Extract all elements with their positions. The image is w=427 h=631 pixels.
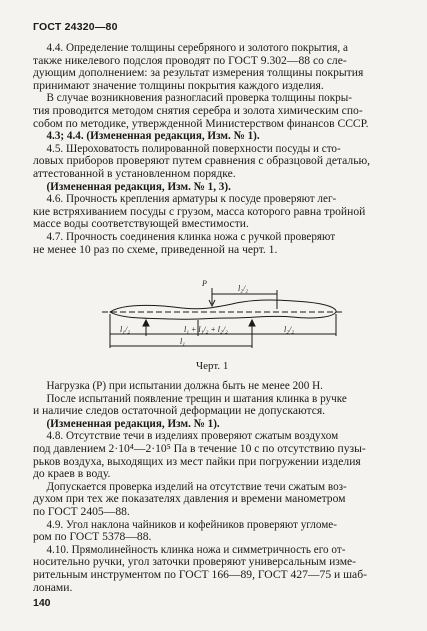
amendment-note: (Измененная редакция, Изм. № 1).	[46, 416, 220, 430]
text-line: ловых приборов проверяют путем сравнения с образцовой деталью,	[33, 154, 371, 168]
text-line: 4.9. Угол наклона чайников и кофейников проверяют угломе-	[46, 517, 337, 531]
text-line: массе воды соответствующей вместимости.	[33, 217, 249, 231]
label-mid: l₁ + l₁/₂ + l₂/₂	[184, 325, 228, 334]
label-top: l₂/₂	[238, 284, 249, 293]
text-line: собом по методике, утвержденной Министерством финансов СССР.	[33, 116, 369, 130]
text-line: Нагрузка (P) при испытании должна быть не менее 200 Н.	[46, 379, 323, 392]
text-line: После испытаний появление трещин и шатания клинка в ручке	[46, 391, 347, 405]
page-number: 140	[33, 597, 51, 609]
text-line: рьков воздуха, выходящих из мест пайки при погружении изделия	[33, 454, 361, 468]
support-left	[143, 320, 149, 326]
amendment-note: 4.3; 4.4. (Измененная редакция, Изм. № 1).	[46, 129, 260, 143]
text-line: ром по ГОСТ 5378—88.	[33, 530, 152, 544]
support-right	[249, 320, 255, 326]
knife-outline	[110, 300, 336, 319]
text-line: тия проводится методом снятия серебра и золота химическим спо-	[33, 103, 363, 117]
text-line: В случае возникновения разногласий проверка толщины покры-	[46, 91, 352, 105]
figure-caption: Черт. 1	[196, 360, 229, 372]
text-line: лонами.	[33, 580, 73, 594]
text-line: дующим дополнением: за результат измерения толщины покрытия	[33, 66, 364, 80]
text-line: кие встряхиванием посуды с грузом, масса которого равна тройной	[33, 204, 366, 218]
text-line: 4.7. Прочность соединения клинка ножа с ручкой проверяют	[46, 229, 336, 243]
label-l2-2: l₂/₂	[284, 325, 295, 334]
text-line: под давлением 2·10⁴—2·10⁵ Па в течение 10 с по отсутствию пузы-	[33, 441, 366, 455]
text-block-lower	[33, 380, 398, 594]
text-line: принимают значение толщины покрытия каждого изделия.	[33, 78, 324, 92]
standard-header: ГОСТ 24320—80	[33, 21, 118, 33]
label-l1: l₁	[180, 337, 186, 346]
text-line: Допускается проверка изделий на отсутствие течи сжатым воз-	[46, 479, 347, 493]
text-line: 4.6. Прочность крепления арматуры к посуде проверяют лег-	[46, 192, 337, 206]
text-line: рительным инструментом по ГОСТ 166—89, ГОСТ 427—75 и шаб-	[33, 567, 367, 581]
text-line: 4.8. Отсутствие течи в изделиях проверяют сжатым воздухом	[46, 429, 339, 443]
text-line: до краев в воду.	[33, 467, 111, 481]
text-line: 4.4. Определение толщины серебряного и золотого покрытия, а	[46, 41, 348, 54]
text-line: аттестованной в установленном порядке.	[33, 166, 236, 180]
text-line: также никелевого подслоя проводят по ГОСТ 9.302—88 со сле-	[33, 53, 347, 67]
text-line: и наличие следов остаточной деформации не допускаются.	[33, 404, 326, 418]
text-line: 4.5. Шероховатость полированной поверхности посуды и сто-	[46, 141, 341, 155]
amendment-note: (Измененная редакция, Изм. № 1, 3).	[46, 179, 231, 193]
label-p: P	[202, 279, 207, 288]
text-line: по ГОСТ 2405—88.	[33, 504, 130, 518]
text-line: носительно ручки, угол заточки проверяют универсальным изме-	[33, 555, 357, 569]
text-block-upper	[33, 42, 398, 256]
knife-test-diagram	[92, 264, 352, 354]
label-l1-2: l₁/₂	[120, 325, 131, 334]
text-line: не менее 10 раз по схеме, приведенной на черт. 1.	[33, 242, 278, 256]
text-line: 4.10. Прямолинейность клинка ножа и симметричность его от-	[46, 542, 346, 556]
text-line: духом при тех же показателях давления и времени манометром	[33, 492, 346, 506]
